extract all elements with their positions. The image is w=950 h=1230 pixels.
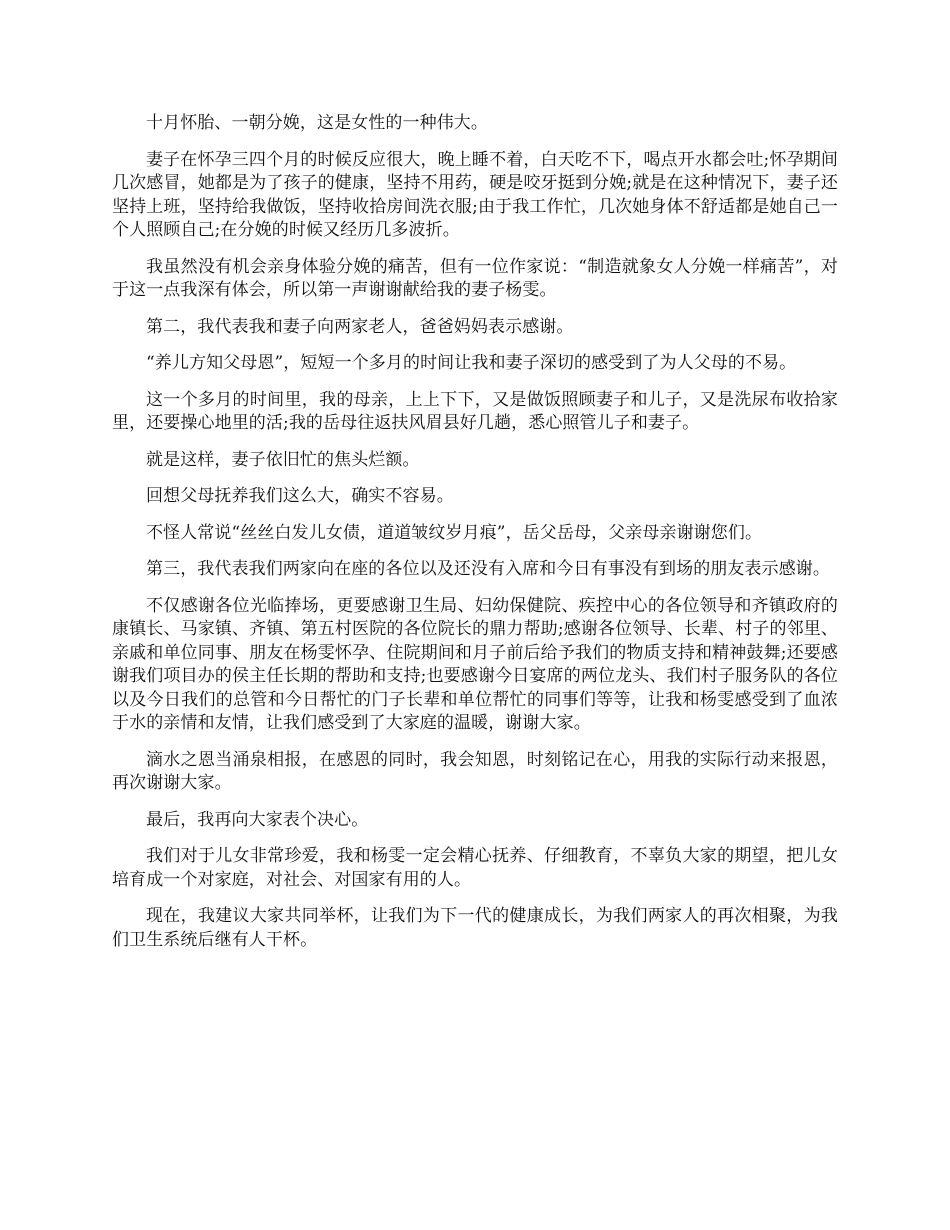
paragraph: 妻子在怀孕三四个月的时候反应很大，晚上睡不着，白天吃不下，喝点开水都会吐;怀孕期间几次感冒，她都是为了孩子的健康，坚持不用药，硬是咬牙挺到分娩;就是在这种情况下，妻子还坚持上班，坚持给我做饭，坚持收拾房间洗衣服;由于我工作忙，几次她身体不舒适都是她自己一个人照顾自己;在分娩的时候又经历几多波折。 bbox=[112, 149, 838, 240]
paragraph: 第三，我代表我们两家向在座的各位以及还没有入席和今日有事没有到场的朋友表示感谢。 bbox=[146, 559, 830, 579]
paragraph: 我虽然没有机会亲身体验分娩的痛苦，但有一位作家说：“制造就象女人分娩一样痛苦”，对于这一点我深有体会，所以第一声谢谢献给我的妻子杨雯。 bbox=[112, 256, 838, 300]
paragraph: 现在，我建议大家共同举杯，让我们为下一代的健康成长，为我们两家人的再次相聚，为我们卫生系统后继有人干杯。 bbox=[112, 906, 838, 950]
paragraph: 最后，我再向大家表个决心。 bbox=[146, 809, 369, 830]
paragraph: 这一个多月的时间里，我的母亲，上上下下，又是做饭照顾妻子和儿子，又是洗尿布收拾家里，还要操心地里的活;我的岳母往返扶风眉县好几趟，悉心照管儿子和妻子。 bbox=[112, 389, 838, 433]
paragraph: “养儿方知父母恩”，短短一个多月的时间让我和妻子深切的感受到了为人父母的不易。 bbox=[146, 353, 797, 373]
paragraph: 回想父母抚养我们这么大，确实不容易。 bbox=[146, 486, 454, 506]
paragraph: 不怪人常说“丝丝白发儿女债，道道皱纹岁月痕”，岳父岳母，父亲母亲谢谢您们。 bbox=[146, 522, 763, 543]
paragraph: 滴水之恩当涌泉相报，在感恩的同时，我会知恩，时刻铭记在心，用我的实际行动来报恩，再次谢谢大家。 bbox=[112, 749, 838, 793]
paragraph: 不仅感谢各位光临捧场，更要感谢卫生局、妇幼保健院、疾控中心的各位领导和齐镇政府的康镇长、马家镇、齐镇、第五村医院的各位院长的鼎力帮助;感谢各位领导、长辈、村子的邻里、亲戚和单位同事、朋友在杨雯怀孕、住院期间和月子前后给予我们的物质支持和精神鼓舞;还要感谢我们项目办的侯主任长期的帮助和支持;也要感谢今日宴席的两位龙头、我们村子服务队的各位以及今日我们的总管和今日帮忙的门子长辈和单位帮忙的同事们等等，让我和杨雯感受到了血浓于水的亲情和友情，让我们感受到了大家庭的温暖，谢谢大家。 bbox=[112, 595, 838, 733]
paragraph: 十月怀胎、一朝分娩，这是女性的一种伟大。 bbox=[146, 113, 488, 133]
paragraph: 我们对于儿女非常珍爱，我和杨雯一定会精心抚养、仔细教育，不辜负大家的期望，把儿女培育成一个对家庭，对社会、对国家有用的人。 bbox=[112, 846, 838, 890]
document-body bbox=[112, 112, 838, 965]
paragraph: 就是这样，妻子依旧忙的焦头烂额。 bbox=[146, 449, 420, 470]
paragraph: 第二，我代表我和妻子向两家老人，爸爸妈妈表示感谢。 bbox=[146, 316, 574, 337]
